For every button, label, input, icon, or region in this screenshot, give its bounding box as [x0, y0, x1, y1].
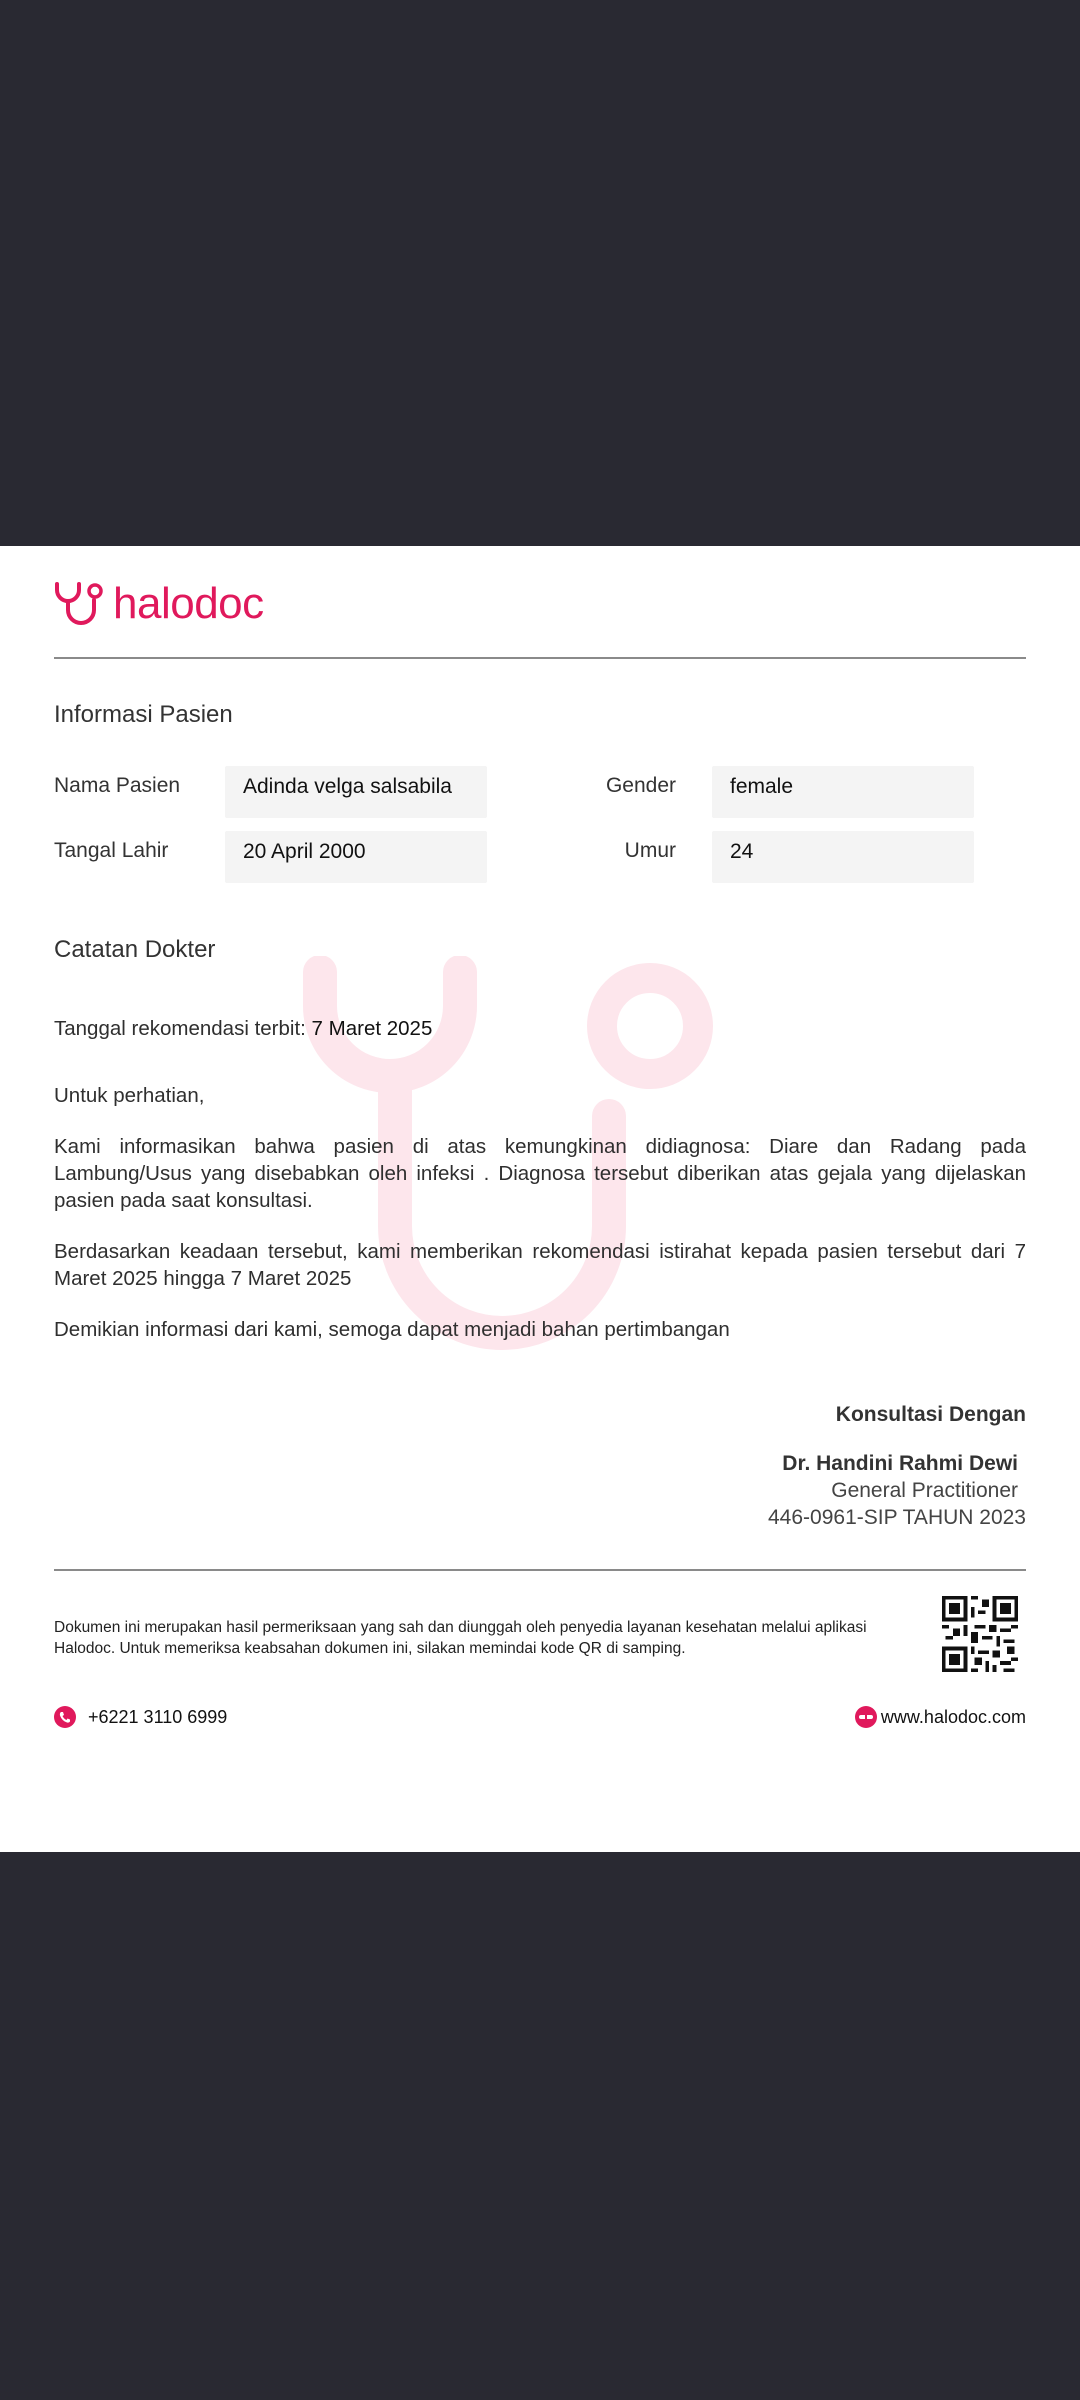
age-label: Umur [624, 839, 676, 862]
consultation-heading: Konsultasi Dengan [835, 1403, 1026, 1426]
patient-name-label: Nama Pasien [54, 774, 181, 797]
health-certificate-document [0, 546, 1080, 1852]
phone-contact[interactable] [54, 1706, 227, 1728]
greeting-text: Untuk perhatian, [54, 1084, 205, 1107]
doctor-role: General Practitioner [831, 1479, 1018, 1502]
birth-date-label: Tangal Lahir [54, 839, 169, 862]
issued-date-line [54, 1015, 1026, 1042]
birth-date-value: 20 April 2000 [225, 831, 487, 883]
age-value: 24 [712, 831, 974, 883]
globe-icon [855, 1706, 877, 1728]
gender-value: female [712, 766, 974, 818]
diagnosis-paragraph: Kami informasikan bahwa pasien di atas kemungkinan didiagnosa: Diare dan Radang pada Lambung/Usus yang disebabkan oleh infeksi . Diagnosa tersebut diberikan atas gejala yang dijelaskan pasien pada saat konsultasi. [54, 1135, 1026, 1212]
header-divider [54, 657, 1026, 659]
qr-code-icon[interactable] [942, 1596, 1018, 1672]
recommendation-paragraph: Berdasarkan keadaan tersebut, kami memberikan rekomendasi istirahat kepada pasien tersebut dari 7 Maret 2025 hingga 7 Maret 2025 [54, 1240, 1026, 1290]
patient-info-title: Informasi Pasien [54, 701, 233, 728]
phone-icon [54, 1706, 76, 1728]
phone-number: +6221 3110 6999 [88, 1706, 228, 1727]
stethoscope-logo-icon [53, 580, 105, 628]
website-link[interactable] [855, 1706, 1026, 1728]
doctor-notes-title: Catatan Dokter [54, 936, 216, 963]
validity-disclaimer: Dokumen ini merupakan hasil permeriksaan yang sah dan diunggah oleh penyedia layanan kesehatan melalui aplikasi Halodoc. Untuk memeriksa keabsahan dokumen ini, silakan memindai kode QR di samping. [54, 1619, 867, 1657]
patient-name-value: Adinda velga salsabila [225, 766, 487, 818]
doctor-sip-number: 446-0961-SIP TAHUN 2023 [768, 1506, 1026, 1529]
issued-date-value: 7 Maret 2025 [311, 1017, 433, 1040]
website-url: www.halodoc.com [880, 1706, 1026, 1727]
footer-divider [54, 1569, 1026, 1571]
brand-name: halodoc [113, 579, 264, 628]
issued-date-label: Tanggal rekomendasi terbit: [54, 1017, 306, 1040]
halodoc-logo [53, 580, 264, 628]
gender-label: Gender [605, 774, 676, 797]
closing-text: Demikian informasi dari kami, semoga dapat menjadi bahan pertimbangan [54, 1318, 730, 1341]
doctor-name: Dr. Handini Rahmi Dewi [782, 1452, 1018, 1475]
